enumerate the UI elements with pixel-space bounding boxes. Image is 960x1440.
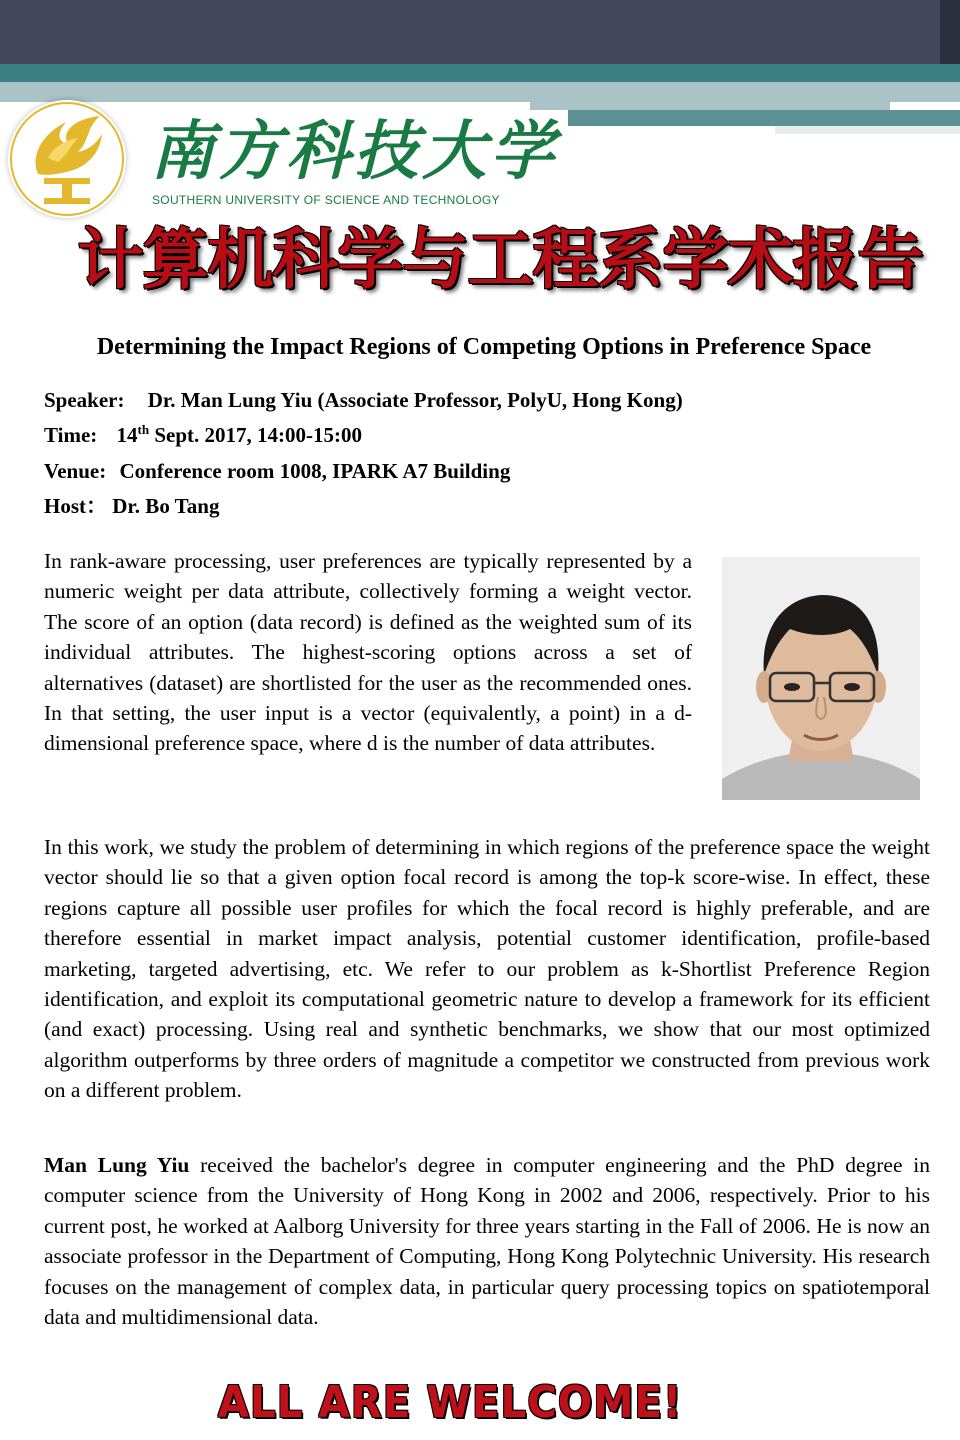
speaker-portrait-icon — [722, 557, 920, 800]
header-band-edge — [940, 0, 960, 72]
time-row — [44, 421, 362, 449]
talk-title: Determining the Impact Regions of Competing Options in Preference Space — [96, 334, 872, 360]
university-name-en: SOUTHERN UNIVERSITY OF SCIENCE AND TECHNOLOGY — [152, 193, 500, 207]
torch-logo-icon — [8, 100, 126, 218]
header-tab-pale — [775, 126, 960, 134]
host-row — [44, 492, 219, 520]
department-title: 计算机科学与工程系学术报告 — [77, 221, 923, 298]
time-value: Sept. 2017, 14:00-15:00 — [149, 423, 362, 447]
venue-label: Venue: — [44, 459, 107, 483]
host-label: Host： — [44, 494, 107, 518]
header-band-dark — [0, 0, 960, 64]
bio-text: received the bachelor's degree in computer engineering and the PhD degree in computer science from the University of Hong Kong in 2002 and 2006, respectively. Prior to his current post, he worked at Aalborg University for three years starting in the Fall of 2006. He is now an associate professor in the Department of Computing, Hong Kong Polytechnic University. His research focuses on the management of complex data, in particular query processing topics on spatiotemporal data and multidimensional data. — [44, 1153, 930, 1330]
abstract-paragraph-2: In this work, we study the problem of determining in which regions of the preference space the weight vector should lie so that a given option focal record is among the top-k score-wise. In effect, these regions capture all possible user profiles for which the focal record is highly preferable, and are therefore essential in market impact analysis, potential customer identification, profile-based marketing, targeted advertising, etc. We refer to our problem as k-Shortlist Preference Region identification, and exploit its computational geometric nature to develop a framework for its efficient (and exact) processing. Using real and synthetic benchmarks, we show that our most optimized algorithm outperforms by three orders of magnitude a competitor we constructed from previous work on a different problem. — [44, 835, 930, 1103]
speaker-photo — [722, 557, 920, 800]
speaker-row — [44, 386, 683, 414]
time-day: 14 — [116, 423, 138, 447]
header-tab-teal — [568, 110, 960, 126]
header-tab-light — [530, 100, 890, 110]
time-suffix: th — [137, 422, 150, 437]
welcome-banner: ALL ARE WELCOME! — [217, 1377, 683, 1428]
venue-value: Conference room 1008, IPARK A7 Building — [119, 459, 511, 483]
speaker-label: Speaker: — [44, 388, 125, 412]
abstract-paragraph-1: In rank-aware processing, user preferences are typically represented by a numeric weight per data attribute, collectively forming a weight vector. The score of an option (data record) is defined as the weighted sum of its individual attributes. The highest-scoring options across a set of alternatives (dataset) are shortlisted for the user as the recommended ones. In that setting, the user input is a vector (equivalently, a point) in a d-dimensional preference space, where d is the number of data attributes. — [44, 549, 692, 756]
host-value: Dr. Bo Tang — [112, 494, 220, 518]
university-name-cn: 南方科技大学 — [150, 115, 558, 189]
bio-speaker-name: Man Lung Yiu — [44, 1153, 190, 1177]
header-band-light — [0, 82, 960, 102]
venue-row — [44, 457, 510, 485]
header-band-teal — [0, 64, 960, 82]
speaker-bio — [44, 1150, 930, 1332]
time-label: Time: — [44, 423, 98, 447]
university-logo — [8, 100, 126, 218]
speaker-value: Dr. Man Lung Yiu (Associate Professor, PolyU, Hong Kong) — [147, 388, 683, 412]
